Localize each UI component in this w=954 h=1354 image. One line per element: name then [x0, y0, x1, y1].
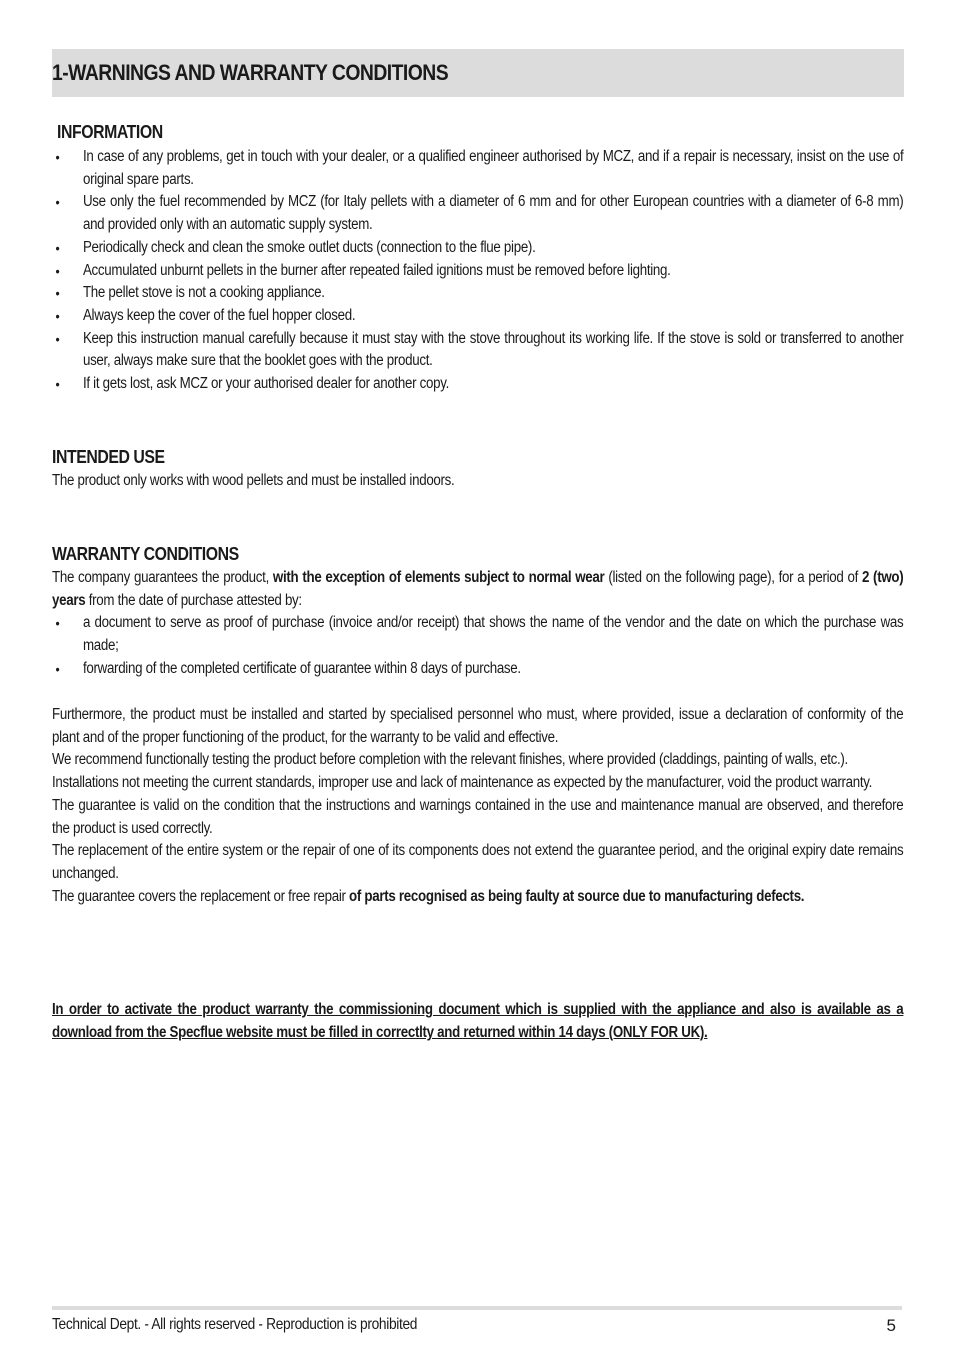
information-item — [52, 282, 903, 305]
warranty-paragraph: Furthermore, the product must be installed and started by specialised personnel who must, where provided, issue a declaration of conformity of the plant and of the proper functioning of the product, for the warranty to be valid and effective. — [52, 706, 904, 746]
intended-use-heading: INTENDED USE — [52, 447, 165, 467]
information-list-wrap — [52, 146, 904, 396]
warranty-activation-notice: In order to activate the product warranty the commissioning document which is supplied with the appliance and also is available as a download from the Specflue website must be filled in correctlty and returned within 14 days (ONLY FOR UK). — [52, 1001, 904, 1041]
bullet-icon: • — [55, 615, 60, 632]
warranty-paragraph: Installations not meeting the current standards, improper use and lack of maintenance as expected by the manufacturer, void the product warranty. — [52, 774, 873, 792]
information-item-text: Accumulated unburnt pellets in the burner after repeated failed ignitions must be removed before lighting. — [82, 261, 671, 279]
information-item — [52, 373, 903, 396]
section-title-bar — [52, 49, 904, 97]
intended-use-text: The product only works with wood pellets and must be installed indoors. — [52, 472, 455, 489]
warranty-paragraph: We recommend functionally testing the product before completion with the relevant finishes, where provided (claddings, painting of walls, etc.). — [52, 751, 848, 769]
warranty-paragraphs — [52, 704, 903, 886]
bullet-icon: • — [55, 330, 60, 347]
warranty-section — [52, 544, 904, 565]
warranty-paragraph: The guarantee is valid on the condition that the instructions and warnings contained in the use and maintenance manual are observed, and therefore the product is used correctly. — [52, 796, 904, 837]
information-item — [52, 191, 903, 236]
information-item — [52, 328, 903, 373]
warranty-item-text: forwarding of the completed certificate of guarantee within 8 days of purchase. — [82, 659, 521, 677]
bullet-icon: • — [55, 660, 60, 677]
intended-use-section — [52, 447, 904, 468]
information-section — [52, 122, 904, 143]
warranty-item — [52, 612, 903, 657]
page-number: 5 — [886, 1316, 896, 1335]
warranty-paragraph: The replacement of the entire system or the repair of one of its components does not extend the guarantee period, and the original expiry date remains unchanged. — [52, 842, 904, 882]
bullet-icon: • — [55, 376, 60, 393]
warranty-paragraphs-wrap — [52, 704, 904, 908]
information-item-text: Keep this instruction manual carefully because it must stay with the stove throughout its working life. If the stove is sold or transferred to another user, always make sure that the booklet goes with the product. — [82, 329, 904, 370]
warranty-heading: WARRANTY CONDITIONS — [52, 544, 239, 564]
information-item — [52, 146, 903, 191]
information-list — [52, 146, 903, 396]
warranty-notice-wrap — [52, 999, 904, 1044]
information-item-text: Always keep the cover of the fuel hopper closed. — [82, 306, 356, 324]
bullet-icon: • — [55, 262, 60, 279]
information-item-text: Use only the fuel recommended by MCZ (for Italy pellets with a diameter of 6 mm and for other European countries with a diameter of 6-8 mm) and provided only with an automatic supply system. — [82, 193, 904, 234]
information-item — [52, 305, 903, 328]
warranty-body — [52, 567, 904, 681]
information-item — [52, 237, 903, 260]
information-item-text: If it gets lost, ask MCZ or your authorised dealer for another copy. — [82, 375, 449, 393]
warranty-list — [52, 612, 903, 680]
information-item-text: In case of any problems, get in touch with your dealer, or a qualified engineer authorised by MCZ, and if a repair is necessary, insist on the use of original spare parts. — [82, 148, 904, 188]
footer-divider — [52, 1306, 902, 1310]
warranty-intro: The company guarantees the product, with the exception of elements subject to normal wear (listed on the following page), for a period of 2 (two) years from the date of purchase attested by: — [52, 569, 904, 609]
information-item — [52, 260, 903, 283]
information-heading: INFORMATION — [57, 122, 163, 142]
bullet-icon: • — [55, 194, 60, 211]
bullet-icon: • — [55, 285, 60, 302]
page-title: 1-WARNINGS AND WARRANTY CONDITIONS — [52, 60, 449, 85]
bullet-icon: • — [55, 307, 60, 324]
warranty-item-text: a document to serve as proof of purchase (invoice and/or receipt) that shows the name of the vendor and the date on which the purchase was made; — [82, 614, 904, 655]
warranty-final-paragraph: The guarantee covers the replacement or free repair of parts recognised as being faulty at source due to manufacturing defects. — [52, 887, 805, 905]
bullet-icon: • — [55, 149, 60, 165]
information-item-text: The pellet stove is not a cooking appliance. — [82, 284, 325, 302]
intended-use-body — [52, 470, 904, 493]
information-item-text: Periodically check and clean the smoke outlet ducts (connection to the flue pipe). — [82, 238, 536, 256]
bullet-icon: • — [55, 239, 60, 256]
footer-text: Technical Dept. - All rights reserved - Reproduction is prohibited — [52, 1316, 418, 1333]
warranty-item — [52, 658, 903, 681]
